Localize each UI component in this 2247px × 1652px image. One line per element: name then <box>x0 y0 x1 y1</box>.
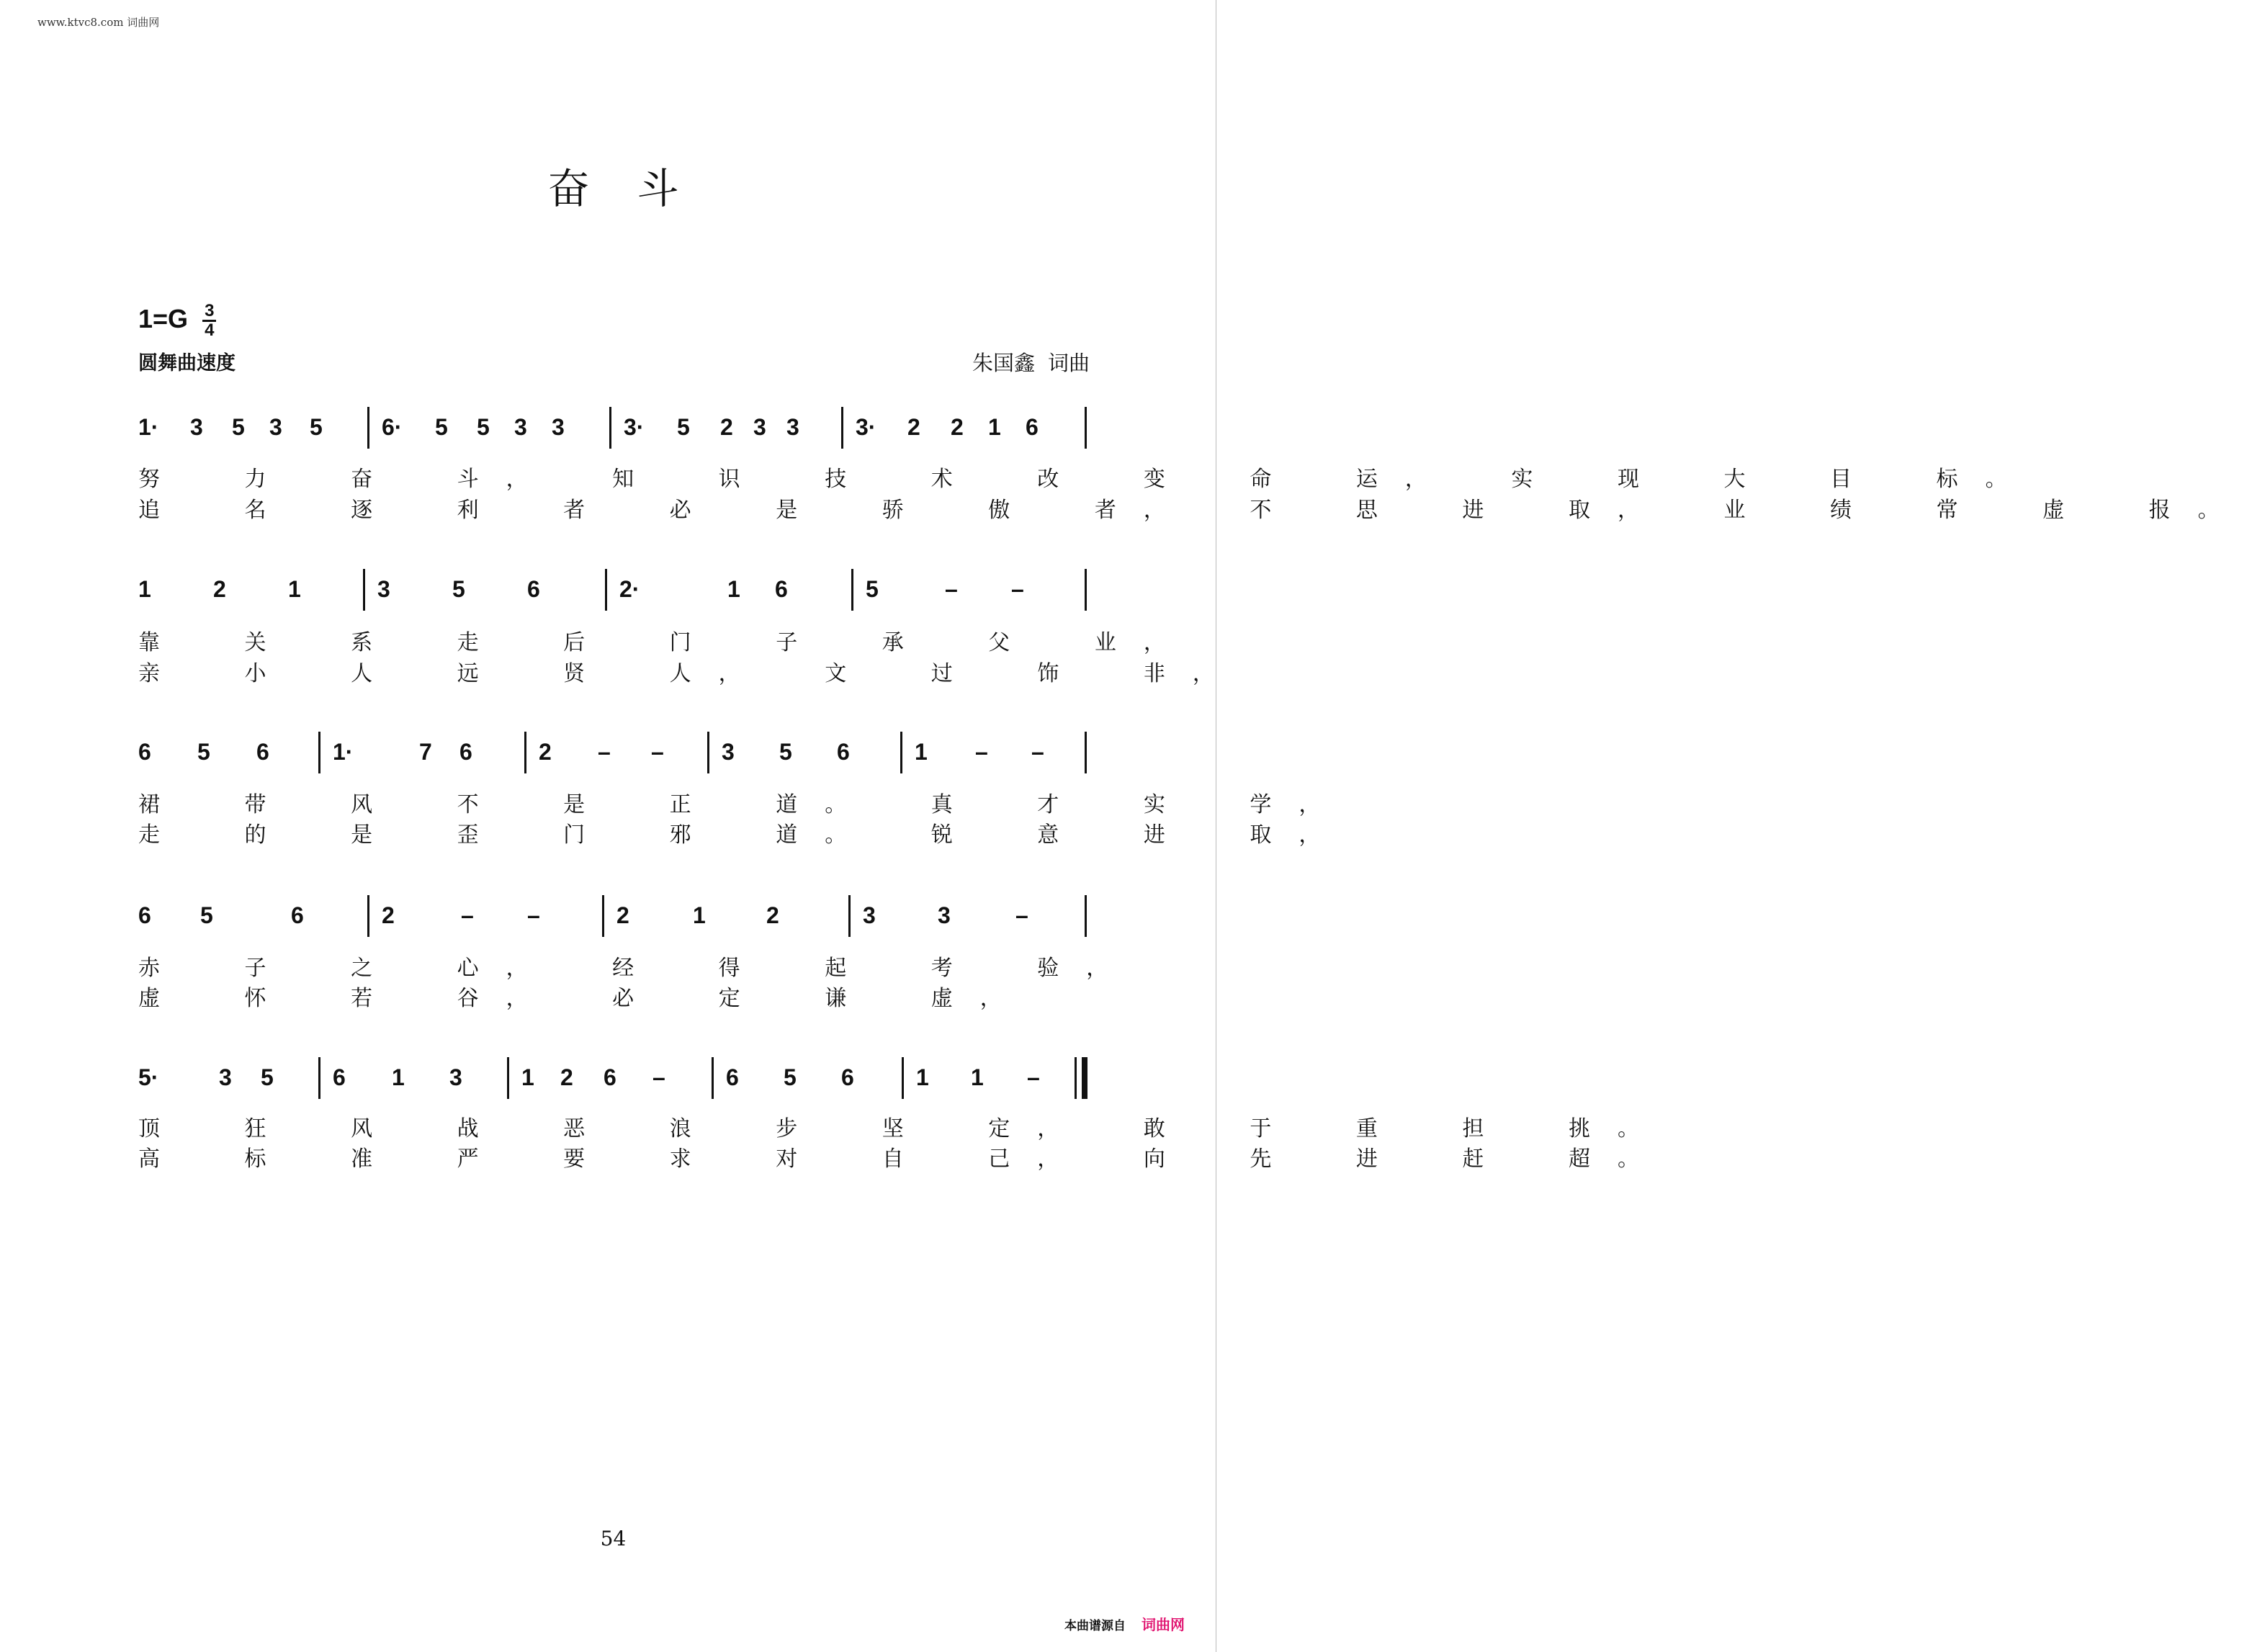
barline <box>841 407 843 449</box>
barline <box>1085 895 1087 937</box>
note: – <box>598 739 611 765</box>
note: 5 <box>784 1064 797 1090</box>
lyrics-verse-1: 顶 狂 风 战 恶 浪 步 坚 定， 敢 于 重 担 挑。 <box>138 1116 1667 1141</box>
note: 5 <box>197 739 210 765</box>
note: 6 <box>775 576 788 602</box>
barline <box>605 569 607 611</box>
note: 3 <box>269 414 282 440</box>
note: 3 <box>552 414 565 440</box>
note: – <box>527 902 540 928</box>
note: 5 <box>866 576 879 602</box>
barline <box>851 569 853 611</box>
note: 1 <box>915 739 928 765</box>
note: 6 <box>1026 414 1039 440</box>
song-title: 奋斗 <box>547 164 727 213</box>
note: 6 <box>841 1064 854 1090</box>
note: 1 <box>693 902 706 928</box>
barline <box>609 407 611 449</box>
barline <box>507 1057 509 1099</box>
note: – <box>945 576 958 602</box>
note: 5 <box>452 576 465 602</box>
note: 5 <box>677 414 690 440</box>
composer-role: 词曲 <box>1047 351 1090 375</box>
lyrics-verse-2: 高 标 准 严 要 求 对 自 己， 向 先 进 赶 超。 <box>138 1146 1667 1172</box>
note: 6 <box>527 576 540 602</box>
note: – <box>1031 739 1044 765</box>
note: 2 <box>720 414 733 440</box>
note: 1 <box>988 414 1001 440</box>
note: – <box>651 739 664 765</box>
note: 1 <box>971 1064 984 1090</box>
note: 1 <box>392 1064 405 1090</box>
note: 6· <box>382 414 403 440</box>
barline <box>1075 1057 1077 1099</box>
time-numerator: 3 <box>202 302 216 322</box>
note: 2 <box>560 1064 573 1090</box>
note: 2 <box>539 739 552 765</box>
barline <box>367 895 369 937</box>
tempo-marking: 圆舞曲速度 <box>138 352 236 374</box>
note: 6 <box>333 1064 346 1090</box>
note: – <box>461 902 474 928</box>
barline <box>712 1057 714 1099</box>
notes-line-3 <box>138 739 1089 775</box>
note: 2 <box>616 902 629 928</box>
barline <box>900 732 902 773</box>
barline <box>1085 732 1087 773</box>
lyrics-verse-2: 走 的 是 歪 门 邪 道。 锐 意 进 取， <box>138 822 1348 848</box>
note: 1 <box>916 1064 929 1090</box>
key-signature <box>138 302 216 339</box>
key-label: 1=G <box>138 304 189 334</box>
final-barline <box>1082 1057 1087 1099</box>
barline <box>848 895 851 937</box>
note: 3 <box>514 414 527 440</box>
note: 6 <box>726 1064 739 1090</box>
note: 1· <box>138 414 159 440</box>
note: 2 <box>213 576 226 602</box>
lyrics-verse-1: 裙 带 风 不 是 正 道。 真 才 实 学， <box>138 792 1348 817</box>
lyrics-verse-2: 虚 怀 若 谷， 必 定 谦 虚， <box>138 986 1029 1011</box>
note: 3 <box>219 1064 232 1090</box>
note: 2 <box>907 414 920 440</box>
barline <box>318 732 320 773</box>
lyrics-verse-2: 追 名 逐 利 者 必 是 骄 傲 者， 不 思 进 取， 业 绩 常 虚 报。 <box>138 498 2247 523</box>
note: 5 <box>779 739 792 765</box>
note: 6 <box>837 739 850 765</box>
barline <box>318 1057 320 1099</box>
note: 6 <box>291 902 304 928</box>
note: 3 <box>190 414 203 440</box>
note: 3· <box>856 414 876 440</box>
note: 2· <box>619 576 640 602</box>
note: 3· <box>624 414 645 440</box>
footer-source-label: 本曲谱源自 <box>1064 1619 1126 1633</box>
footer-site-logo: 词曲网 <box>1142 1616 1185 1633</box>
barline <box>1085 569 1087 611</box>
note: 2 <box>382 902 395 928</box>
note: 5 <box>310 414 323 440</box>
notes-line-1 <box>138 414 1089 450</box>
barline <box>367 407 369 449</box>
note: 6 <box>138 739 151 765</box>
note: 2 <box>951 414 964 440</box>
note: 3 <box>449 1064 462 1090</box>
note: 3 <box>938 902 951 928</box>
barline <box>602 895 604 937</box>
note: 6 <box>138 902 151 928</box>
note: 1 <box>288 576 301 602</box>
note: 3 <box>786 414 799 440</box>
note: 1 <box>727 576 740 602</box>
note: 6 <box>604 1064 616 1090</box>
page-number: 54 <box>600 1527 627 1550</box>
note: – <box>1015 902 1028 928</box>
note: 6 <box>459 739 472 765</box>
note: – <box>1011 576 1024 602</box>
note: 3 <box>722 739 735 765</box>
composer-name: 朱国鑫 <box>972 351 1035 375</box>
note: 5 <box>435 414 448 440</box>
barline <box>902 1057 904 1099</box>
watermark-text: www.ktvc8.com 词曲网 <box>37 16 160 29</box>
note: 5· <box>138 1064 159 1090</box>
note: 3 <box>863 902 876 928</box>
note: 2 <box>766 902 779 928</box>
time-denominator: 4 <box>205 320 215 340</box>
lyrics-verse-2: 亲 小 人 远 贤 人， 文 过 饰 非， <box>138 661 1242 686</box>
note: 5 <box>232 414 245 440</box>
note: 7 <box>419 739 432 765</box>
notes-line-4 <box>138 902 1089 938</box>
barline <box>524 732 526 773</box>
note: 3 <box>753 414 766 440</box>
note: 3 <box>377 576 390 602</box>
note: 1· <box>333 739 354 765</box>
note: 5 <box>261 1064 274 1090</box>
note: 5 <box>200 902 213 928</box>
note: 1 <box>521 1064 534 1090</box>
note: – <box>1027 1064 1040 1090</box>
notes-line-2 <box>138 576 1089 612</box>
notes-line-5 <box>138 1064 1089 1100</box>
lyrics-verse-1: 努 力 奋 斗， 知 识 技 术 改 变 命 运， 实 现 大 目 标。 <box>138 467 2035 492</box>
lyrics-verse-1: 靠 关 系 走 后 门 子 承 父 业， <box>138 630 1193 655</box>
composer-credit <box>972 347 1090 377</box>
note: – <box>975 739 988 765</box>
time-signature <box>202 302 216 339</box>
note: – <box>652 1064 665 1090</box>
barline <box>363 569 365 611</box>
note: 6 <box>256 739 269 765</box>
lyrics-verse-1: 赤 子 之 心， 经 得 起 考 验， <box>138 956 1136 981</box>
barline <box>707 732 709 773</box>
note: 1 <box>138 576 151 602</box>
barline <box>1085 407 1087 449</box>
note: 5 <box>477 414 490 440</box>
